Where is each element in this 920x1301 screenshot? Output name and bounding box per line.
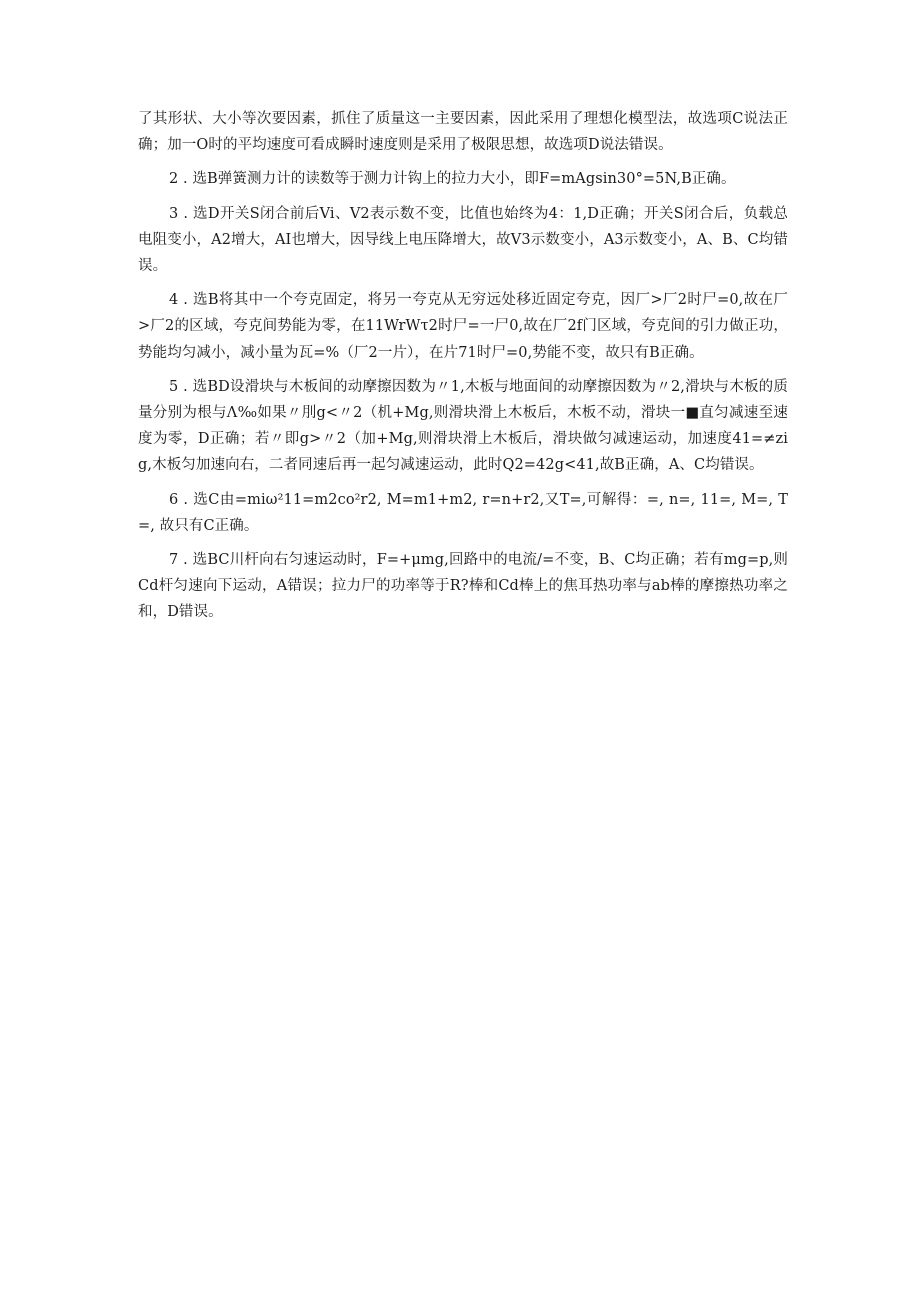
answer-5: 5 . 选BD设滑块与木板间的动摩擦因数为〃1,木板与地面间的动摩擦因数为〃2,滑块与木板的质量分别为根与Λ‰如果〃刖g<〃2（机+Mg,则滑块滑上木板后，木板不动，滑块一■直匀减速至速度为零，D正确；若〃即g>〃2（加+Mg,则滑块滑上木板后，滑块做匀减速运动，加速度41=≠zig,木板匀加速向右，二者同速后再一起匀减速运动，此时Q2=42g<41,故B正确，A、C均错误。 [138, 378, 788, 474]
answer-2: 2 . 选B弹簧测力计的读数等于测力计钩上的拉力大小，即F=mAgsin30°=5N,B正确。 [169, 171, 736, 188]
answer-text-body [138, 106, 788, 626]
paragraph-continuation: 了其形状、大小等次要因素，抓住了质量这一主要因素，因此采用了理想化模型法，故选项C说法正确；加一O时的平均速度可看成瞬时速度则是采用了极限思想，故选项D说法错误。 [138, 111, 788, 154]
answer-3: 3 . 选D开关S闭合前后Vi、V2表示数不变，比值也始终为4：1,D正确；开关S闭合后，负载总电阻变小，A2增大，AI也增大，因导线上电压降增大，故V3示数变小，A3示数变小，A、B、C均错误。 [138, 205, 788, 275]
answer-6: 6 . 选C由=miω²11=m2co²r2, M=m1+m2, r=n+r2,又T=,可解得：=, n=, 11=, M=, T=, 故只有C正确。 [138, 491, 788, 534]
answer-7: 7 . 选BC川杆向右匀速运动时，F=+μmg,回路中的电流/=不变，B、C均正确；若有mg=p,则Cd杆匀速向下运动，A错误；拉力尸的功率等于R?棒和Cd棒上的焦耳热功率与ab棒的摩擦热功率之和，D错误。 [138, 552, 788, 621]
answer-4: 4 . 选B将其中一个夸克固定，将另一夸克从无穷远处移近固定夸克，因厂>厂2时尸=0,故在厂>厂2的区域，夸克间势能为零，在11WrWτ2时尸=一尸0,故在厂2f门区域，夸克间的引力做正功，势能均匀减小，减小量为瓦=%（厂2一片），在片71时尸=0,势能不变，故只有B正确。 [138, 292, 788, 361]
